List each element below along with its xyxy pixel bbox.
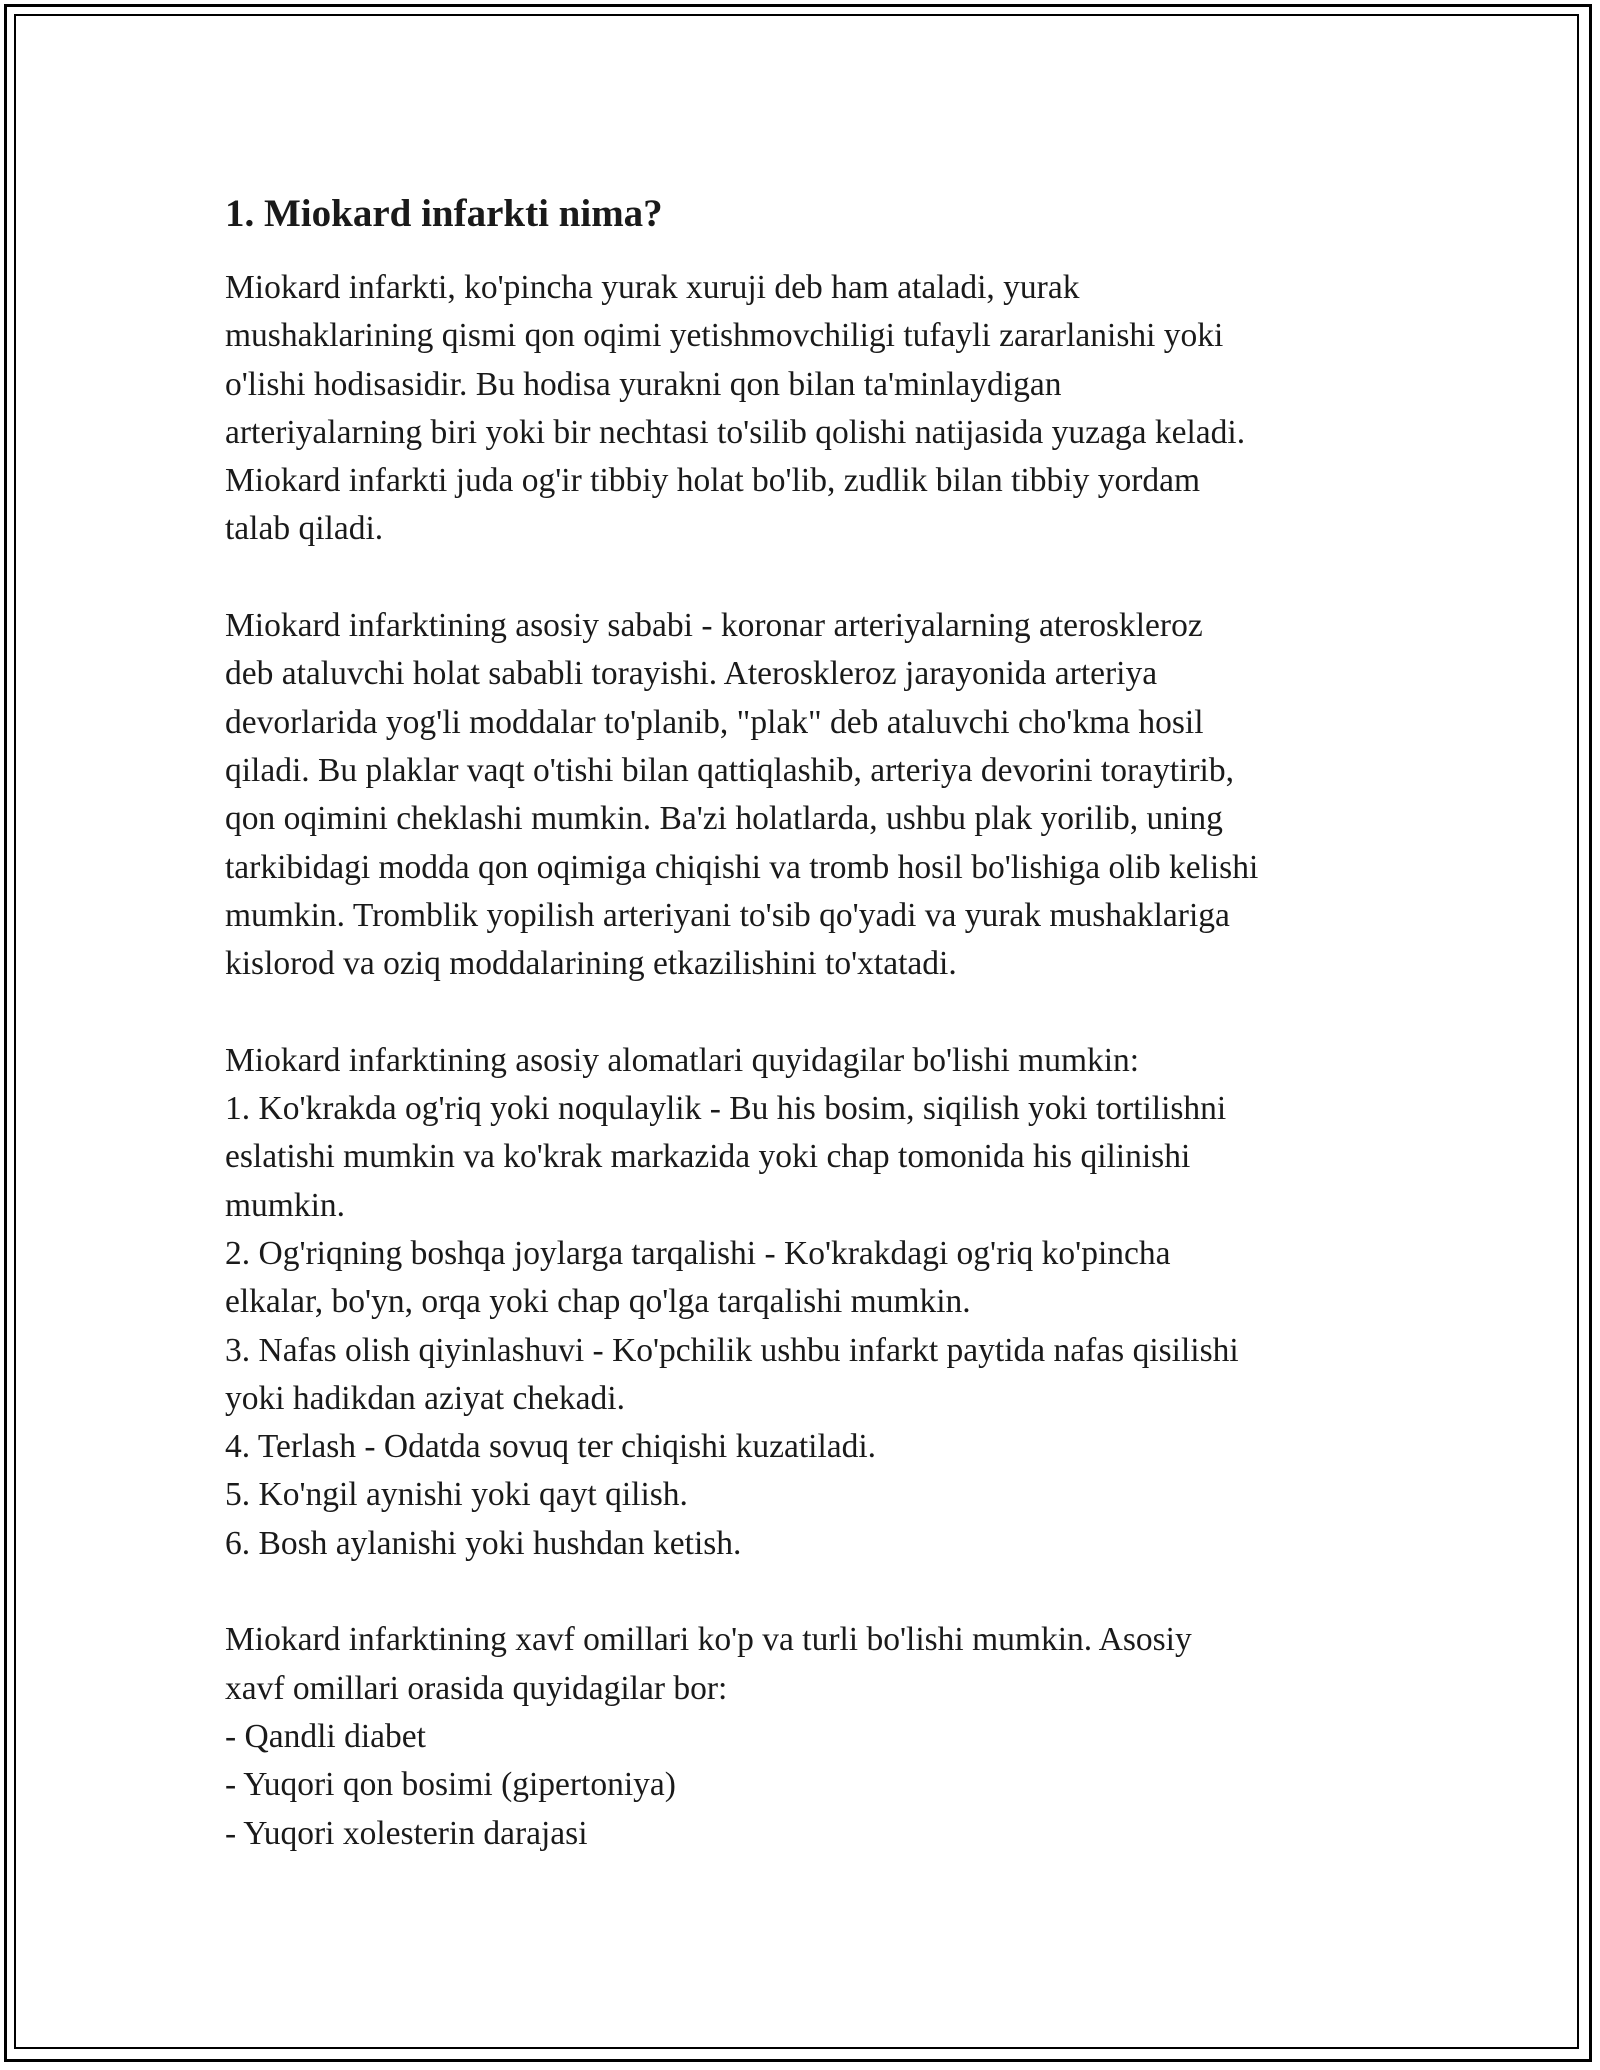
list-item: - Yuqori qon bosimi (gipertoniya) <box>225 1766 676 1804</box>
paragraph-symptoms <box>225 1037 1385 1568</box>
list-item: 6. Bosh aylanishi yoki hushdan ketish. <box>225 1524 742 1562</box>
document-body <box>225 190 1385 1858</box>
text-line: deb ataluvchi holat sababli torayishi. Ateroskleroz jarayonida arteriya <box>225 655 1158 693</box>
text-line: talab qiladi. <box>225 510 384 548</box>
paragraph-causes <box>225 602 1385 988</box>
text-line: kislorod va oziq moddalarining etkazilishini to'xtatadi. <box>225 945 957 983</box>
list-item: - Qandli diabet <box>225 1717 426 1755</box>
list-item: - Yuqori xolesterin darajasi <box>225 1814 588 1852</box>
text-line: Miokard infarkti, ko'pincha yurak xuruji deb ham ataladi, yurak <box>225 269 1080 306</box>
text-line: Miokard infarktining asosiy sababi - koronar arteriyalarning ateroskleroz <box>225 607 1203 645</box>
paragraph-risk-factors <box>225 1616 1385 1857</box>
text-line: elkalar, bo'yn, orqa yoki chap qo'lga tarqalishi mumkin. <box>225 1283 971 1321</box>
text-line: xavf omillari orasida quyidagilar bor: <box>225 1669 728 1707</box>
text-line: yoki hadikdan aziyat chekadi. <box>225 1379 625 1417</box>
text-line: qon oqimini cheklashi mumkin. Ba'zi holatlarda, ushbu plak yorilib, uning <box>225 800 1223 838</box>
text-line: mushaklarining qismi qon oqimi yetishmovchiligi tufayli zararlanishi yoki <box>225 317 1224 355</box>
document-title: 1. Miokard infarkti nima? <box>225 192 663 235</box>
paragraph-spacer <box>225 554 1385 602</box>
text-line: mumkin. Tromblik yopilish arteriyani to'sib qo'yadi va yurak mushaklariga <box>225 896 1230 934</box>
list-item: 3. Nafas olish qiyinlashuvi - Ko'pchilik ushbu infarkt paytida nafas qisilishi <box>225 1331 1239 1369</box>
text-line: o'lishi hodisasidir. Bu hodisa yurakni qon bilan ta'minlaydigan <box>225 365 1062 403</box>
paragraph-definition <box>225 264 1385 554</box>
text-line: Miokard infarktining asosiy alomatlari quyidagilar bo'lishi mumkin: <box>225 1041 1140 1079</box>
text-line: qiladi. Bu plaklar vaqt o'tishi bilan qattiqlashib, arteriya devorini toraytirib, <box>225 751 1234 789</box>
list-item: 5. Ko'ngil aynishi yoki qayt qilish. <box>225 1476 688 1514</box>
text-line: mumkin. <box>225 1186 346 1224</box>
text-line: eslatishi mumkin va ko'krak markazida yoki chap tomonida his qilinishi <box>225 1138 1191 1176</box>
list-item: 1. Ko'krakda og'riq yoki noqulaylik - Bu his bosim, siqilish yoki tortilishni <box>225 1090 1227 1128</box>
text-line: tarkibidagi modda qon oqimiga chiqishi va tromb hosil bo'lishiga olib kelishi <box>225 848 1259 886</box>
list-item: 4. Terlash - Odatda sovuq ter chiqishi kuzatiladi. <box>225 1428 877 1466</box>
text-line: Miokard infarkti juda og'ir tibbiy holat bo'lib, zudlik bilan tibbiy yordam <box>225 462 1201 500</box>
list-item: 2. Og'riqning boshqa joylarga tarqalishi - Ko'krakdagi og'riq ko'pincha <box>225 1234 1171 1272</box>
text-line: Miokard infarktining xavf omillari ko'p va turli bo'lishi mumkin. Asosiy <box>225 1621 1192 1659</box>
paragraph-spacer <box>225 988 1385 1036</box>
text-line: arteriyalarning biri yoki bir nechtasi to'silib qolishi natijasida yuzaga keladi. <box>225 413 1246 451</box>
text-line: devorlarida yog'li moddalar to'planib, "plak" deb ataluvchi cho'kma hosil <box>225 703 1204 741</box>
paragraph-spacer <box>225 1568 1385 1616</box>
